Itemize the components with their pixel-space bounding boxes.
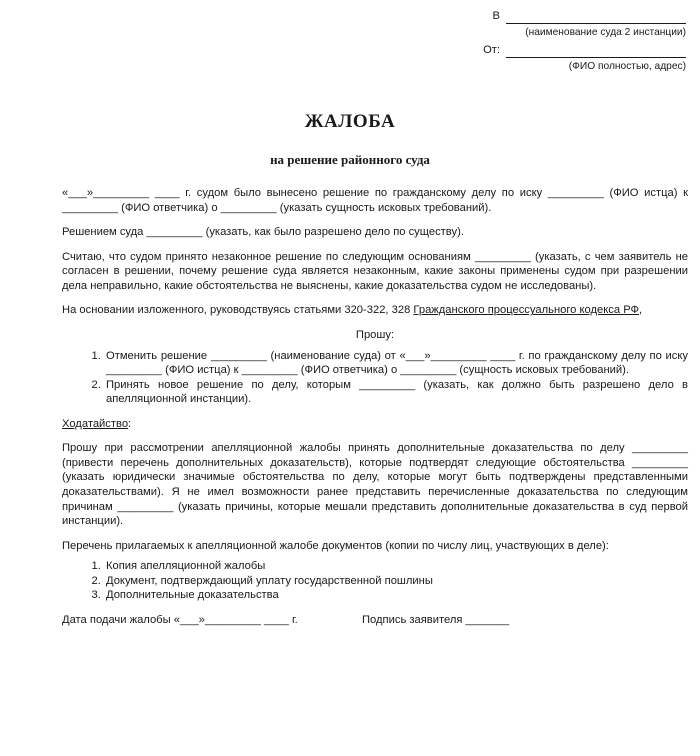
submission-date: Дата подачи жалобы «___»_________ ____ г. [62,613,298,626]
legal-basis-suffix: , [639,304,643,317]
court-blank [506,13,686,24]
sender-line [476,42,686,58]
list-item: 1. Отменить решение _________ (наименование суда) от «___»_________ ____ г. по гражданскому делу по иску _________ (ФИО истца) к _________ (ФИО ответчика) о _________ (сущность исковых требований). [104,349,688,378]
list-item: 1. Копия апелляционной жалобы [104,559,688,574]
document-body [62,186,688,628]
paragraph-legal-basis [62,303,688,318]
sender-blank [506,47,686,58]
petition-heading [62,417,688,432]
petition-text: Прошу при рассмотрении апелляционной жалобы принять дополнительные доказательства по делу _________ (привести перечень дополнительных доказательств), которые подтвердят следующие обстоятельства _________ (указать юридически значимые обстоятельства по делу, которые могут быть подтверждены представленными доказательствами). Я не имел возможности ранее представить перечисленные доказательства по следующим причинам _________ (указать причины, которые мешали представить дополнительные доказательства в суд первой инстанции). [62,442,688,528]
petition-heading-colon: : [128,417,132,430]
list-item: 3. Дополнительные доказательства [104,588,688,603]
list-item: 2. Документ, подтверждающий уплату государственной пошлины [104,574,688,589]
document-subtitle: на решение районного суда [270,152,430,167]
applicant-signature: Подпись заявителя _______ [362,613,510,626]
attachments-heading: Перечень прилагаемых к апелляционной жалобе документов (копии по числу лиц, участвующих в деле): [62,539,609,552]
paragraph-grounds: Считаю, что судом принято незаконное решение по следующим основаниям _________ (указать, с чем заявитель не согласен в решении, почему решение суда является незаконным, какие законы применены судом при разрешении дела неправильно, какие обстоятельства не выяснены, какие доказательства судом не исследованы). [62,250,688,292]
addressee-block [476,8,686,76]
court-prefix: В [492,10,500,23]
paragraph-decision-date: «___»_________ ____ г. судом было вынесено решение по гражданскому делу по иску _________ (ФИО истца) к _________ (ФИО ответчика) о _________ (указать сущность исковых требований). [62,187,688,214]
sender-prefix: От: [483,44,500,57]
list-item: 2. Принять новое решение по делу, которым _________ (указать, как должно быть разрешено дело в апелляционной инстанции). [104,378,688,407]
sender-caption: (ФИО полностью, адрес) [568,61,686,72]
legal-basis-text: На основании изложенного, руководствуясь статьями 320-322, 328 [62,304,414,317]
attachments-list [62,559,688,603]
request-heading: Прошу: [355,328,395,341]
footer-row [62,613,688,628]
civil-procedure-code-link[interactable]: Гражданского процессуального кодекса РФ [413,304,640,317]
request-list [62,349,688,407]
court-line [476,8,686,24]
court-caption: (наименование суда 2 инстанции) [525,27,686,38]
document-title: ЖАЛОБА [304,111,396,132]
paragraph-decision: Решением суда _________ (указать, как было разрешено дело по существу). [62,226,464,239]
petition-heading-text: Ходатайство [62,417,129,430]
